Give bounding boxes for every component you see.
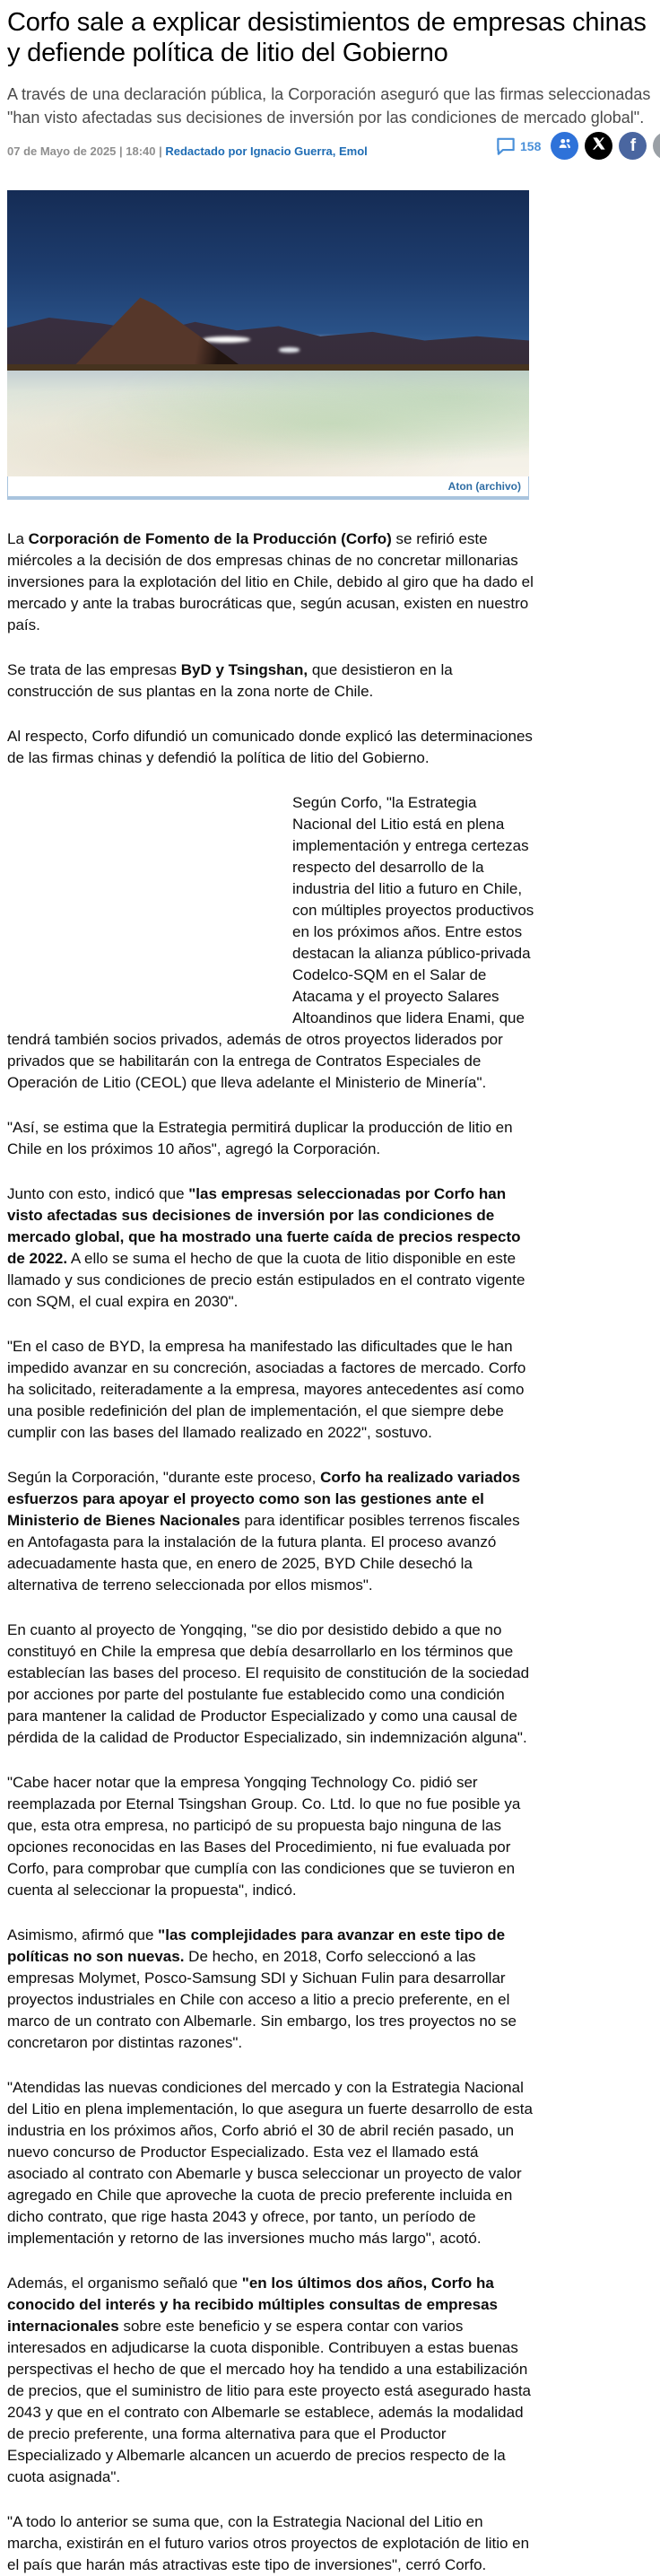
paragraph-bold-text: Corfo ha realizado variados esfuerzos para apoyar el proyecto como son las gestiones ante el Ministerio de Bienes Nacionales — [7, 1469, 521, 1529]
paragraph-text: De hecho, en 2018, Corfo seleccionó a las empresas Molymet, Posco-Samsung SDI y Sichuan Fulin para desarrollar proyectos industriales en Chile con acceso a litio a precio preferente, en el marco de un contrato con Albemarle. Sin embargo, los tres proyectos no se concretaron por distintas razones". — [7, 1948, 517, 2051]
paragraph-text: "A todo lo anterior se suma que, con la Estrategia Nacional del Litio en marcha, existirán en el futuro varios otros proyectos de explotación de litio en el país que harán más atractivas este tipo de inversiones", cerró Corfo. — [7, 2513, 530, 2573]
author-link[interactable]: Redactado por Ignacio Guerra, Emol — [165, 144, 368, 158]
paragraph-text: A ello se suma el hecho de que la cuota de litio disponible en este llamado y sus condiciones de precio están estipulados en el contrato vigente con SQM, el cual expira en 2030". — [7, 1250, 525, 1310]
article-paragraph — [7, 1183, 534, 1313]
article-paragraph — [7, 1336, 534, 1444]
article-paragraph — [7, 1620, 534, 1749]
article-paragraph — [7, 1772, 534, 1901]
article-paragraph — [7, 2077, 534, 2249]
ad-placeholder — [7, 792, 276, 1017]
paragraph-text: Junto con esto, indicó que — [7, 1185, 189, 1202]
article-paragraph — [7, 1925, 534, 2054]
paragraph-text: Según Corfo, "la Estrategia Nacional del Litio está en plena implementación y entrega certezas respecto del desarrollo de la industria del litio a futuro en Chile, con múltiples proyectos productivos en los próximos años. Entre estos destacan la alianza público-privada Codelco-SQM en el Salar de Atacama y el proyecto Salares Altoandinos que lidera Enami, que tendrá también socios privados, además de otros proyectos liderados por privados que se habilitarán con la entrega de Contratos Especiales de Operación de Litio (CEOL) que lleva adelante el Ministerio de Minería". — [7, 794, 534, 1091]
photo-snow-patch — [279, 347, 300, 352]
paragraph-text: "Así, se estima que la Estrategia permitirá duplicar la producción de litio en Chile en los próximos 10 años", agregó la Corporación. — [7, 1119, 513, 1157]
article-photo — [7, 190, 529, 476]
paragraph-text: Además, el organismo señaló que — [7, 2275, 242, 2292]
social-bar — [496, 132, 660, 160]
paragraph-text: se refirió este miércoles a la decisión de dos empresas chinas de no concretar millonarias inversiones para la explotación del litio en Chile, debido al giro que ha dado el mercado y ante la trabas burocráticas que, según acusan, existen en nuestro país. — [7, 530, 534, 633]
paragraph-text: Asimismo, afirmó que — [7, 1926, 159, 1943]
article-paragraph — [7, 792, 534, 1094]
paragraph-text: Se trata de las empresas — [7, 661, 181, 678]
paragraph-bold-text: ByD y Tsingshan, — [180, 661, 308, 678]
paragraph-text: para identificar posibles terrenos fiscales en Antofagasta para la instalación de la futura planta. El proceso avanzó adecuadamente hasta que, en enero de 2025, BYD Chile desechó la alternativa de terreno seleccionada por ellos mismos". — [7, 1512, 520, 1594]
paragraph-text: "En el caso de BYD, la empresa ha manifestado las dificultades que le han impedido avanzar en su concreción, asociadas a factores de mercado. Corfo ha solicitado, reiteradamente a la empresa, mayores antecedentes así como una posible redefinición del plan de implementación, el que siempre debe cumplir con las bases del llamado realizado en 2022", sostuvo. — [7, 1338, 526, 1441]
page-title: Corfo sale a explicar desistimientos de empresas chinas y defiende política de litio del Gobierno — [7, 8, 647, 67]
paragraph-text: En cuanto al proyecto de Yongqing, "se dio por desistido debido a que no constituyó en Chile la empresa que debía desarrollarlo en los términos que establecían las bases del proceso. El requisito de constitución de la sociedad por acciones por parte del postulante fue establecido como una condición para mantener la calidad de Productor Especializado y como una causal de pérdida de la calidad de Productor Especializado, sin indemnización alguna". — [7, 1621, 530, 1746]
paragraph-text: Al respecto, Corfo difundió un comunicado donde explicó las determinaciones de las firmas chinas y defendió la política de litio del Gobierno. — [7, 728, 533, 766]
paragraph-text: La — [7, 530, 29, 547]
paragraph-text: sobre este beneficio y se espera contar con varios interesados en adjudicarse la cuota disponible. Contribuyen a estas buenas perspectivas el hecho de que el mercado hoy ha tendido a una estabilización de precios, que el suministro de litio para este proyecto está asegurado hasta 2043 y que en el contrato con Albemarle se establece, además la modalidad de precio preferente, una forma alternativa para que el Productor Especializado y Albemarle alcancen un acuerdo de precios respecto de la cuota asignada". — [7, 2318, 532, 2485]
paragraph-bold-text: "las complejidades para avanzar en este tipo de políticas no son nuevas. — [7, 1926, 506, 1965]
photo-snow-peak — [203, 336, 249, 343]
paragraph-text: Según la Corporación, "durante este proceso, — [7, 1469, 321, 1486]
paragraph-text: que desistieron en la construcción de sus plantas en la zona norte de Chile. — [7, 661, 453, 700]
article-paragraph — [7, 1467, 534, 1596]
paragraph-text: "Cabe hacer notar que la empresa Yongqing Technology Co. pidió ser reemplazada por Eternal Tsingshan Group. Co. Ltd. lo que no fue posible ya que, esta otra empresa, no participó de su propuesta bajo ninguna de las opciones reconocidas en las Bases del Procedimiento, ni fue evaluada por Corfo, para comprobar que cumplía con las condiciones que se tuvieron en cuenta al seleccionar la propuesta", indicó. — [7, 1774, 521, 1899]
article-paragraph — [7, 528, 534, 636]
x-twitter-icon — [592, 136, 606, 155]
facebook-icon: f — [630, 135, 637, 155]
photo-salt-flat — [7, 371, 529, 476]
comments-button[interactable] — [496, 137, 541, 155]
paragraph-bold-text: Corporación de Fomento de la Producción (Corfo) — [28, 530, 392, 547]
paragraph-text: "Atendidas las nuevas condiciones del mercado y con la Estrategia Nacional del Litio en plena implementación, lo que asegura un fuerte desarrollo de esta industria en los próximos años, Corfo abrió el 30 de abril recién pasado, un nuevo concurso de Productor Especializado. Esta vez el llamado está asociado al contrato con Abemarle y busca seleccionar un proyecto de valor agregado en Chile que aproveche la cuota de precio preferente incluida en dicho contrato, que rige hasta 2043 y ofrece, por tanto, un período de implementación y retorno de las inversiones mucho más largo", acotó. — [7, 2079, 533, 2247]
article-figure — [7, 190, 529, 500]
article-paragraph — [7, 2273, 534, 2488]
article-subtitle: A través de una declaración pública, la Corporación aseguró que las firmas seleccionadas "han visto afectadas sus decisiones de inversión por las condiciones de mercado global". — [7, 85, 651, 127]
paragraph-bold-text: "en los últimos dos años, Corfo ha conocido del interés y ha recibido múltiples consultas de empresas internacionales — [7, 2275, 498, 2335]
article-paragraph — [7, 659, 534, 703]
photo-caption: Aton (archivo) — [7, 476, 529, 500]
x-share-button[interactable] — [585, 132, 612, 160]
article-date: 07 de Mayo de 2025 | 18:40 | — [7, 144, 166, 158]
article-paragraph — [7, 1117, 534, 1160]
article-paragraph — [7, 726, 534, 769]
article-paragraph — [7, 2511, 534, 2576]
comments-count: 158 — [520, 138, 542, 153]
paragraph-bold-text: "las empresas seleccionadas por Corfo han visto afectadas sus decisiones de inversión por las condiciones de mercado global, que ha mostrado una fuerte caída de precios respecto de 2022. — [7, 1185, 521, 1267]
comment-bubble-icon — [496, 137, 516, 155]
facebook-share-button[interactable] — [619, 132, 647, 160]
email-share-button[interactable] — [653, 132, 660, 160]
share-people-icon — [557, 135, 573, 156]
share-button[interactable] — [551, 132, 578, 160]
article-body — [7, 528, 534, 2576]
